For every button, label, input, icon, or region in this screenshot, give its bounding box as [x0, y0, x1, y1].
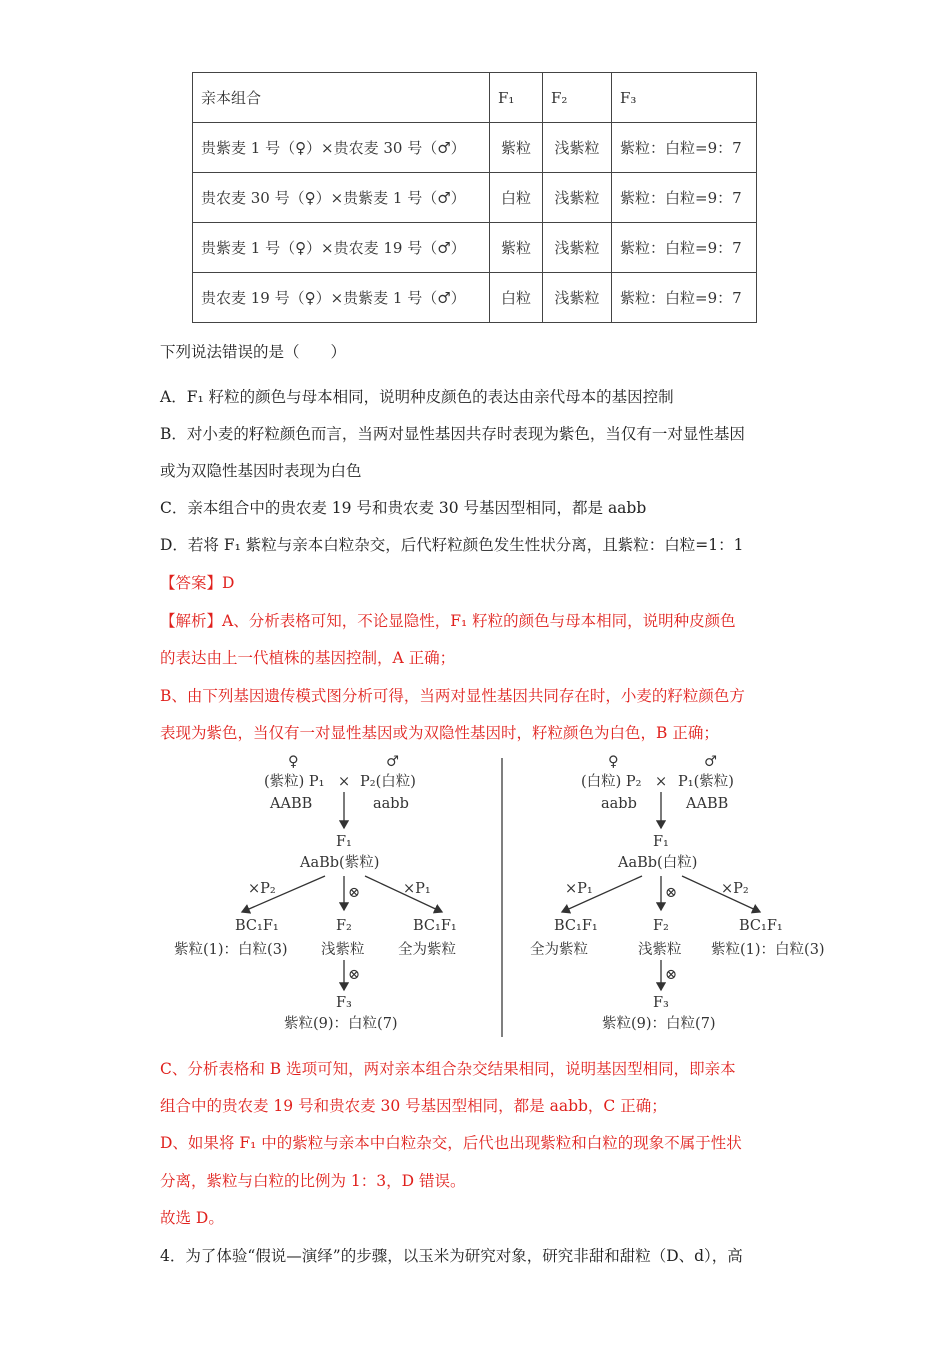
header-cell: F₂ — [543, 73, 612, 123]
next-question: 4．为了体验“假说—演绎”的步骤，以玉米为研究对象，研究非甜和甜粒（D、d），高 — [160, 1247, 743, 1265]
option-a: A．F₁ 籽粒的颜色与母本相同，说明种皮颜色的表达由亲代母本的基因控制 — [160, 388, 674, 406]
left-f3-label: F₃ — [336, 995, 352, 1011]
analysis-line2: 的表达由上一代植株的基因控制，A 正确； — [160, 649, 456, 667]
left-backcross-p1: ×P₁ — [403, 881, 431, 897]
left-bc-left-result: 紫粒(1)：白粒(3) — [174, 942, 288, 958]
analysis-line8: 分离，紫粒与白粒的比例为 1：3，D 错误。 — [160, 1172, 466, 1190]
analysis-line4: 表现为紫色，当仅有一对显性基因或为双隐性基因时，籽粒颜色为白色，B 正确； — [160, 724, 719, 742]
left-selfing-symbol-2: ⊗ — [348, 967, 361, 983]
table-cell: 紫粒：白粒=9：7 — [612, 173, 757, 223]
analysis-line5: C、分析表格和 B 选项可知，两对亲本组合杂交结果相同，说明基因型相同，即亲本 — [160, 1060, 736, 1078]
right-f2-result: 浅紫粒 — [638, 942, 682, 958]
table-cell: 贵农麦 30 号（♀）×贵紫麦 1 号（♂） — [193, 173, 490, 223]
left-bc-right-result: 全为紫粒 — [398, 942, 456, 958]
table-cell: 紫粒：白粒=9：7 — [612, 123, 757, 173]
analysis-text: A、分析表格可知，不论显隐性，F₁ 籽粒的颜色与母本相同，说明种皮颜色 — [222, 612, 736, 630]
table-row — [193, 273, 757, 323]
left-p2-genotype: aabb — [373, 796, 409, 812]
right-backcross-p1: ×P₁ — [565, 881, 593, 897]
table-cell: 紫粒 — [490, 123, 543, 173]
left-bc-left: BC₁F₁ — [235, 918, 279, 934]
left-f2-label: F₂ — [336, 918, 352, 934]
analysis-line3: B、由下列基因遗传模式图分析可得，当两对显性基因共同存在时，小麦的籽粒颜色方 — [160, 687, 745, 705]
analysis-line6: 组合中的贵农麦 19 号和贵农麦 30 号基因型相同，都是 aabb，C 正确； — [160, 1097, 667, 1115]
right-cross: × — [655, 774, 668, 790]
right-bc-right: BC₁F₁ — [739, 918, 783, 934]
right-p1-label: P₁(紫粒) — [678, 774, 734, 790]
left-f1-label: F₁ — [336, 834, 352, 850]
table-cell: 贵紫麦 1 号（♀）×贵农麦 19 号（♂） — [193, 223, 490, 273]
table-cell: 贵农麦 19 号（♀）×贵紫麦 1 号（♂） — [193, 273, 490, 323]
left-p1-genotype: AABB — [270, 796, 313, 812]
header-cell: F₃ — [612, 73, 757, 123]
table-cell: 浅紫粒 — [543, 223, 612, 273]
answer-label: 【答案】 — [160, 574, 223, 592]
analysis-line9: 故选 D。 — [160, 1209, 224, 1227]
right-f1-label: F₁ — [653, 834, 669, 850]
left-f1-genotype: AaBb(紫粒) — [300, 855, 380, 871]
analysis-line1 — [160, 609, 736, 631]
right-p1-genotype: AABB — [686, 796, 729, 812]
header-cell: F₁ — [490, 73, 543, 123]
left-p1-label: (紫粒) P₁ — [264, 774, 325, 790]
left-f2-result: 浅紫粒 — [321, 942, 365, 958]
right-f1-genotype: AaBb(白粒) — [618, 855, 698, 871]
table-cell: 紫粒：白粒=9：7 — [612, 273, 757, 323]
right-backcross-p2: ×P₂ — [721, 881, 749, 897]
option-d: D．若将 F₁ 紫粒与亲本白粒杂交，后代籽粒颜色发生性状分离，且紫粒：白粒=1：1 — [160, 536, 744, 554]
left-p2-label: P₂(白粒) — [360, 774, 416, 790]
table-row — [193, 223, 757, 273]
right-f3-label: F₃ — [653, 995, 669, 1011]
table-cell: 紫粒：白粒=9：7 — [612, 223, 757, 273]
left-backcross-p2: ×P₂ — [248, 881, 276, 897]
table-row — [193, 173, 757, 223]
table-cell: 紫粒 — [490, 223, 543, 273]
right-selfing-symbol-2: ⊗ — [665, 967, 678, 983]
answer-value: D — [222, 574, 235, 592]
table-cell: 贵紫麦 1 号（♀）×贵农麦 30 号（♂） — [193, 123, 490, 173]
left-f3-result: 紫粒(9)：白粒(7) — [284, 1016, 398, 1032]
right-p2-label: (白粒) P₂ — [581, 774, 642, 790]
female-symbol-left: ♀ — [288, 754, 299, 770]
inheritance-diagram — [160, 752, 860, 1042]
option-b-line1: B．对小麦的籽粒颜色而言，当两对显性基因共存时表现为紫色，当仅有一对显性基因 — [160, 425, 745, 443]
table-cell: 白粒 — [490, 173, 543, 223]
right-bc-right-result: 紫粒(1)：白粒(3) — [711, 942, 825, 958]
table-row — [193, 123, 757, 173]
table-header-row — [193, 73, 757, 123]
right-selfing-symbol: ⊗ — [665, 885, 678, 901]
female-symbol-right: ♀ — [608, 754, 619, 770]
analysis-label: 【解析】 — [160, 612, 223, 630]
left-selfing-symbol: ⊗ — [348, 885, 361, 901]
left-cross: × — [338, 774, 351, 790]
question-stem: 下列说法错误的是（ ） — [160, 343, 347, 361]
option-b-line2: 或为双隐性基因时表现为白色 — [160, 462, 362, 480]
answer-line — [160, 571, 234, 593]
option-c: C．亲本组合中的贵农麦 19 号和贵农麦 30 号基因型相同，都是 aabb — [160, 499, 647, 517]
right-f3-result: 紫粒(9)：白粒(7) — [602, 1016, 716, 1032]
male-symbol-left: ♂ — [386, 754, 399, 770]
cross-results-table — [192, 72, 757, 323]
table-cell: 浅紫粒 — [543, 273, 612, 323]
male-symbol-right: ♂ — [704, 754, 717, 770]
table-cell: 浅紫粒 — [543, 123, 612, 173]
analysis-line7: D、如果将 F₁ 中的紫粒与亲本中白粒杂交，后代也出现紫粒和白粒的现象不属于性状 — [160, 1134, 742, 1152]
right-f2-label: F₂ — [653, 918, 669, 934]
header-cell: 亲本组合 — [193, 73, 490, 123]
table-cell: 白粒 — [490, 273, 543, 323]
right-bc-left: BC₁F₁ — [554, 918, 598, 934]
right-p2-genotype: aabb — [601, 796, 637, 812]
left-bc-right: BC₁F₁ — [413, 918, 457, 934]
right-bc-left-result: 全为紫粒 — [530, 942, 588, 958]
table-cell: 浅紫粒 — [543, 173, 612, 223]
